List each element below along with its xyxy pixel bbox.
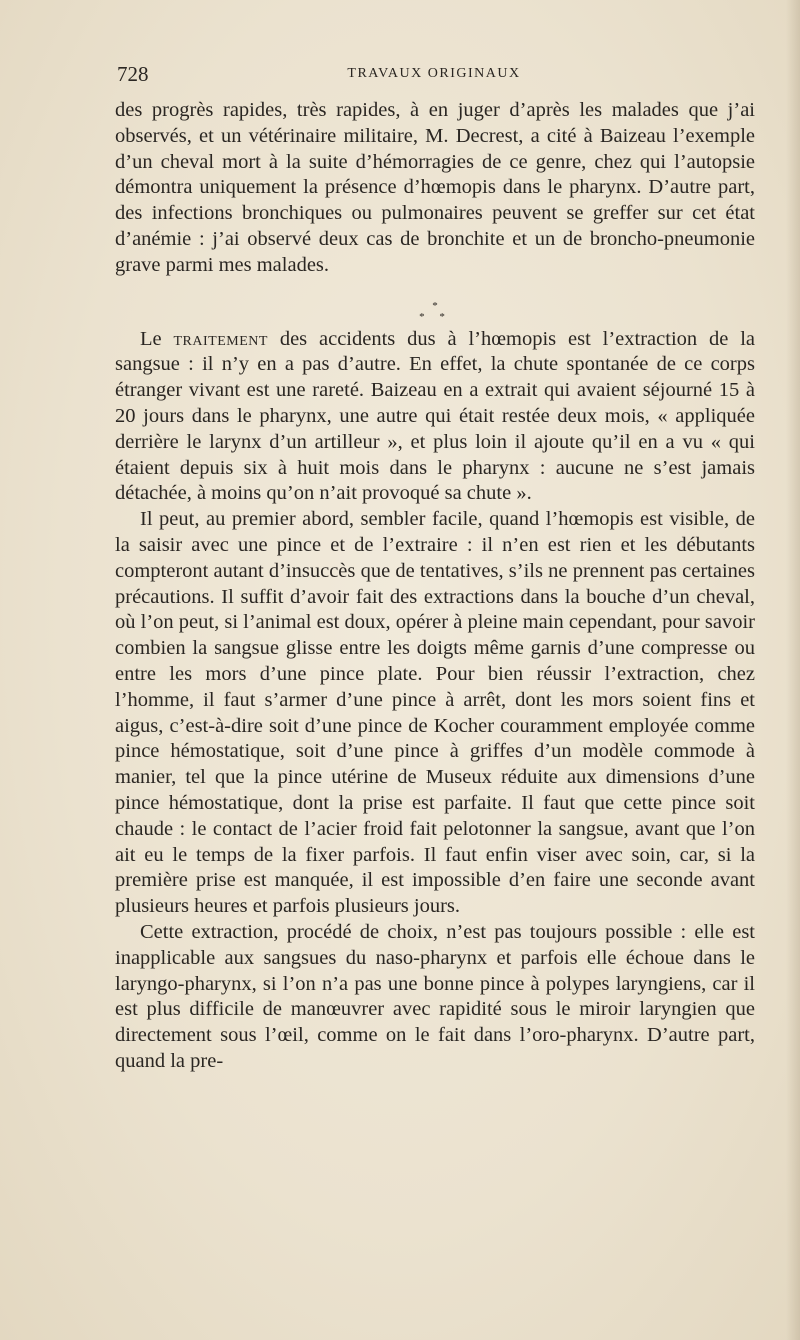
page-edge-shadow bbox=[786, 0, 800, 1340]
asterism-top-star: * bbox=[432, 299, 438, 312]
paragraph-traitement bbox=[115, 327, 755, 508]
paragraph-traitement-rest: des accidents dus à l’hœmopis est l’extraction de la sangsue : il n’y en a pas d’autre. En effet, la chute spontanée de ce corps étranger vivant est une rareté. Baizeau en a extrait qui avaient séjourné 15 à 20 jours dans le pharynx, une autre qui était restée deux mois, « appliquée derrière le larynx d’un artilleur », et plus loin il ajoute qu’il en a vu « qui étaient depuis six à huit mois dans le pharynx : aucune ne s’est jamais détachée, à moins qu’on n’ait provoqué sa chute ». bbox=[115, 327, 756, 505]
running-header bbox=[117, 62, 751, 90]
asterism-bottom-stars: * * bbox=[419, 310, 451, 323]
asterism-divider bbox=[115, 279, 755, 327]
traitement-small-caps: traitement bbox=[173, 327, 268, 350]
page-number: 728 bbox=[117, 62, 149, 86]
running-title: TRAVAUX ORIGINAUX bbox=[347, 66, 521, 81]
paragraph-traitement-lead: Le bbox=[140, 327, 162, 350]
paragraph-extraction-limits: Cette extraction, procédé de choix, n’est pas toujours possible : elle est inapplicable aux sangsues du naso-pharynx et parfois elle échoue dans le laryngo-pharynx, si l’on n’a pas une bonne pince à polypes laryngiens, car il est plus difficile de manœuvrer avec rapidité sous le miroir laryngien que directement sous l’œil, comme on le fait dans l’oro-pharynx. D’autre part, quand la pre- bbox=[115, 920, 755, 1072]
paragraph-continuation: des progrès rapides, très rapides, à en juger d’après les malades que j’ai observés, et un vétérinaire militaire, M. Decrest, a cité à Baizeau l’exemple d’un cheval mort à la suite d’hémorragies de ce genre, chez qui l’autopsie démontra uniquement la présence d’hœmopis dans le pharynx. D’autre part, des infections bronchiques ou pulmonaires peuvent se greffer sur cet état d’anémie : j’ai observé deux cas de bronchite et un de broncho-pneumonie grave parmi mes malades. bbox=[115, 99, 755, 276]
paragraph-extraction-technique: Il peut, au premier abord, sembler facile, quand l’hœmopis est visible, de la saisir avec une pince et de l’extraire : il n’en est rien et les débutants compteront autant d’insuccès que de tentatives, s’ils ne prennent pas certaines précautions. Il suffit d’avoir fait des extractions dans la bouche d’un cheval, où l’on peut, si l’animal est doux, opérer à pleine main cependant, pour savoir combien la sangsue glisse entre les doigts même garnis d’une compresse ou entre les mors d’une pince plate. Pour bien réussir l’extraction, chez l’homme, il faut s’armer d’une pince à arrêt, dont les mors soient fins et aigus, c’est-à-dire soit d’une pince de Kocher couramment employée comme pince hémostatique, soit d’une pince à griffes d’un modèle commode à manier, tel que la pince utérine de Museux réduite aux dimensions d’une pince hémostatique, dont la prise est parfaite. Il faut que cette pince soit chaude : le contact de l’acier froid fait pelotonner la sangsue, avant que l’on ait eu le temps de la fixer parfois. Il faut enfin viser avec soin, car, si la première prise est manquée, il est impossible d’en faire une seconde avant plusieurs heures et parfois plusieurs jours. bbox=[115, 508, 755, 918]
article-body bbox=[115, 98, 755, 1075]
